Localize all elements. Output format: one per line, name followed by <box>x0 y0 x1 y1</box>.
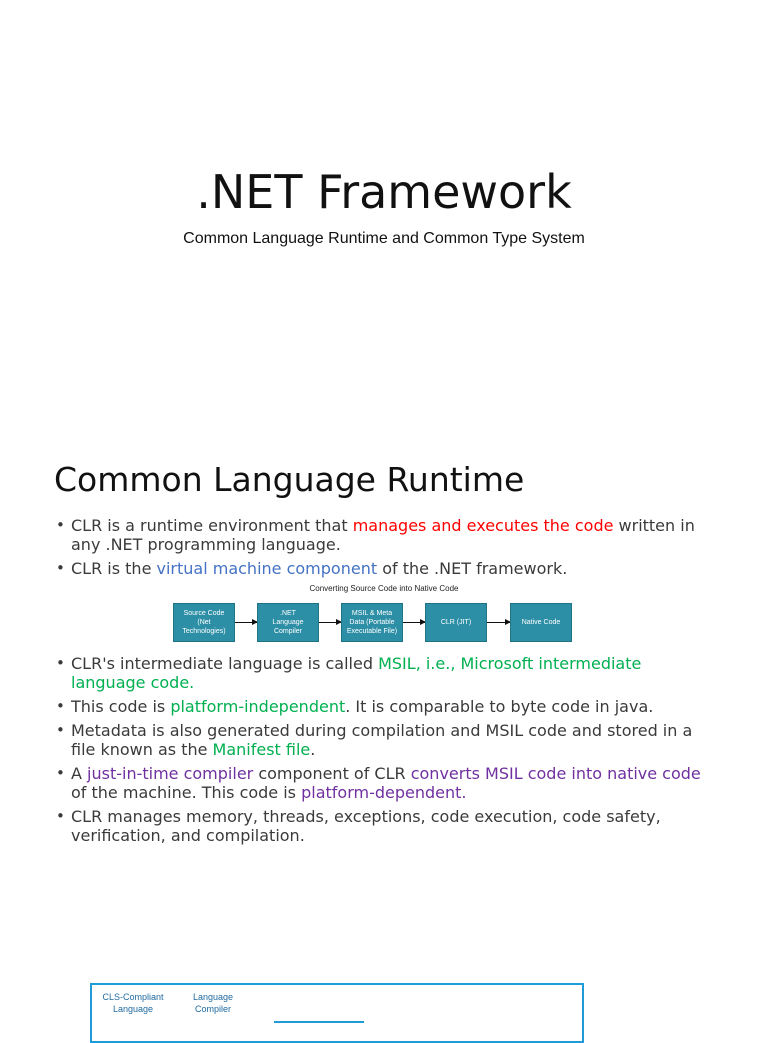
text-span: CLR is the <box>71 559 157 578</box>
highlight-span: MSIL, i.e., Microsoft intermediate language code. <box>71 654 642 692</box>
highlight-span: platform-dependent. <box>301 783 467 802</box>
bullet-item <box>56 516 716 554</box>
arrow-icon <box>319 622 341 623</box>
diagram-step-native-code: Native Code <box>510 603 572 642</box>
cts-diagram-frame <box>90 983 584 1043</box>
text-span: . <box>310 740 316 759</box>
bullet-item <box>56 559 716 578</box>
text-span: component of CLR <box>253 764 411 783</box>
text-span: Metadata is also generated during compilation and MSIL code and stored in a file known as the <box>71 721 693 759</box>
text-span: written in any .NET programming language. <box>71 516 695 554</box>
bullet-item <box>56 654 716 692</box>
arrow-icon <box>487 622 510 623</box>
diagram-step-clr-jit: CLR (JIT) <box>425 603 487 642</box>
highlight-span: virtual machine component <box>156 559 378 578</box>
text-span: CLR is a runtime environment that <box>71 516 353 535</box>
text-span: of the machine. This code is <box>71 783 302 802</box>
diagram-title: Converting Source Code into Native Code <box>309 584 459 593</box>
arrow-icon <box>403 622 425 623</box>
clr-flow-diagram <box>0 583 768 654</box>
cts-connector-bar <box>274 1021 364 1023</box>
arrow-icon <box>235 622 257 623</box>
highlight-span: platform-independent <box>170 697 346 716</box>
text-span: A <box>71 764 88 783</box>
highlight-span: manages and executes the code <box>352 516 614 535</box>
bullet-item <box>56 697 716 716</box>
diagram-step-source-code: Source Code (Net Technologies) <box>173 603 235 642</box>
text-span: CLR manages memory, threads, exceptions, code execution, code safety, verification, and compilation. <box>71 807 661 845</box>
bullet-item <box>56 764 716 802</box>
highlight-span: Manifest file <box>212 740 311 759</box>
page-subtitle: Common Language Runtime and Common Type System <box>183 230 585 247</box>
bullet-item <box>56 807 716 845</box>
diagram-step-compiler: .NET Language Compiler <box>257 603 319 642</box>
cts-label-cls-language: CLS-Compliant Language <box>102 992 164 1014</box>
page-title: .NET Framework <box>196 165 572 219</box>
highlight-span: converts MSIL code into native code <box>410 764 701 783</box>
cts-label-language-compiler: Language Compiler <box>192 992 234 1014</box>
text-span: . It is comparable to byte code in java. <box>345 697 654 716</box>
text-span: This code is <box>71 697 171 716</box>
bullet-item <box>56 721 716 759</box>
section-heading: Common Language Runtime <box>54 460 525 499</box>
text-span: CLR's intermediate language is called <box>71 654 379 673</box>
diagram-step-msil: MSIL & Meta Data (Portable Executable File) <box>341 603 403 642</box>
bullet-list <box>56 516 716 850</box>
highlight-span: just-in-time compiler <box>87 764 254 783</box>
text-span: of the .NET framework. <box>377 559 568 578</box>
